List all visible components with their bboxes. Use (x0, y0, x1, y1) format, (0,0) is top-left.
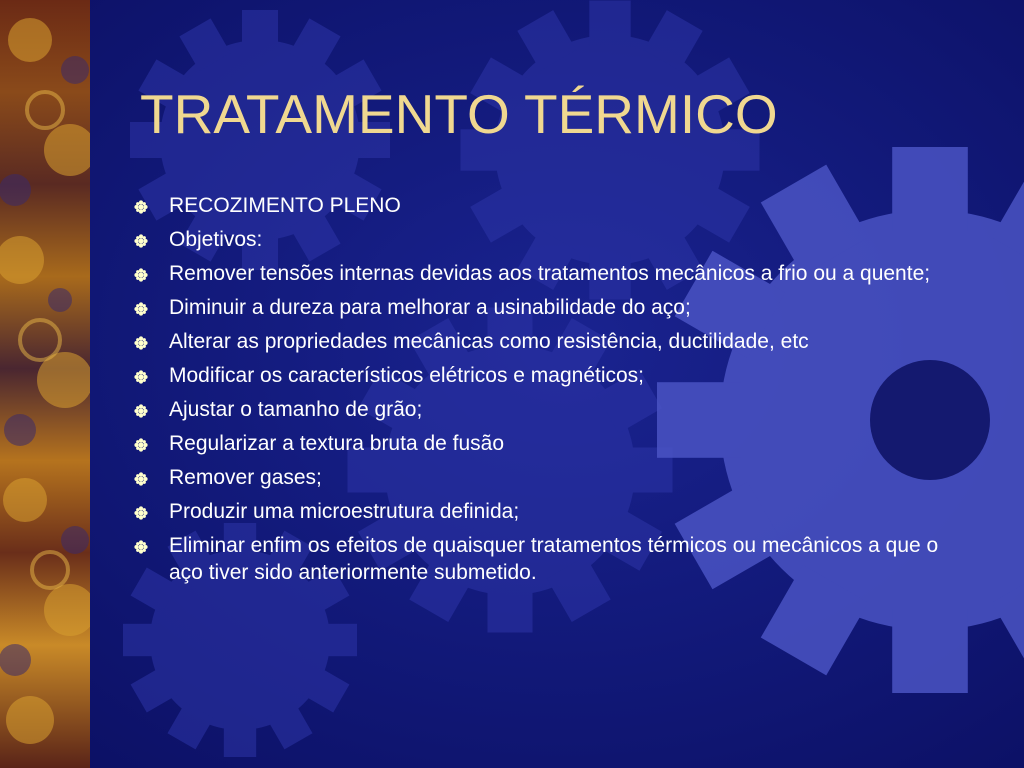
bullet-text: Diminuir a dureza para melhorar a usinabilidade do aço; (169, 296, 691, 319)
flower-bullet-icon (134, 438, 148, 452)
flower-bullet-icon (134, 268, 148, 282)
flower-bullet-icon (134, 370, 148, 384)
bullet-text: Remover gases; (169, 466, 322, 489)
bullet-text: Ajustar o tamanho de grão; (169, 398, 423, 421)
flower-bullet-icon (134, 234, 148, 248)
flower-bullet-icon (134, 472, 148, 486)
bullet-text: Objetivos: (169, 228, 263, 251)
flower-bullet-icon (134, 540, 148, 554)
bullet-text: RECOZIMENTO PLENO (169, 194, 401, 217)
list-item (134, 226, 964, 253)
list-item (134, 532, 964, 586)
flower-bullet-icon (134, 200, 148, 214)
list-item (134, 464, 964, 491)
flower-bullet-icon (134, 302, 148, 316)
gear-pattern-image (0, 0, 90, 768)
bullet-text: Remover tensões internas devidas aos tratamentos mecânicos a frio ou a quente; (169, 262, 931, 285)
flower-bullet-icon (134, 506, 148, 520)
bullet-text: Modificar os característicos elétricos e magnéticos; (169, 364, 645, 387)
flower-bullet-icon (134, 404, 148, 418)
flower-bullet-icon (134, 336, 148, 350)
bullet-text: Eliminar enfim os efeitos de quaisquer tratamentos térmicos ou mecânicos a que o aço tiver sido anteriormente submetido. (169, 534, 939, 584)
bullet-text: Regularizar a textura bruta de fusão (169, 432, 505, 455)
bullet-list (134, 192, 964, 593)
slide-title: TRATAMENTO TÉRMICO (140, 83, 778, 145)
list-item (134, 362, 964, 389)
list-item (134, 396, 964, 423)
list-item (134, 260, 964, 287)
bullet-text: Produzir uma microestrutura definida; (169, 500, 520, 523)
list-item (134, 192, 964, 219)
bullet-text: Alterar as propriedades mecânicas como resistência, ductilidade, etc (169, 330, 809, 353)
list-item (134, 294, 964, 321)
list-item (134, 328, 964, 355)
list-item (134, 498, 964, 525)
left-gear-strip (0, 0, 90, 768)
list-item (134, 430, 964, 457)
